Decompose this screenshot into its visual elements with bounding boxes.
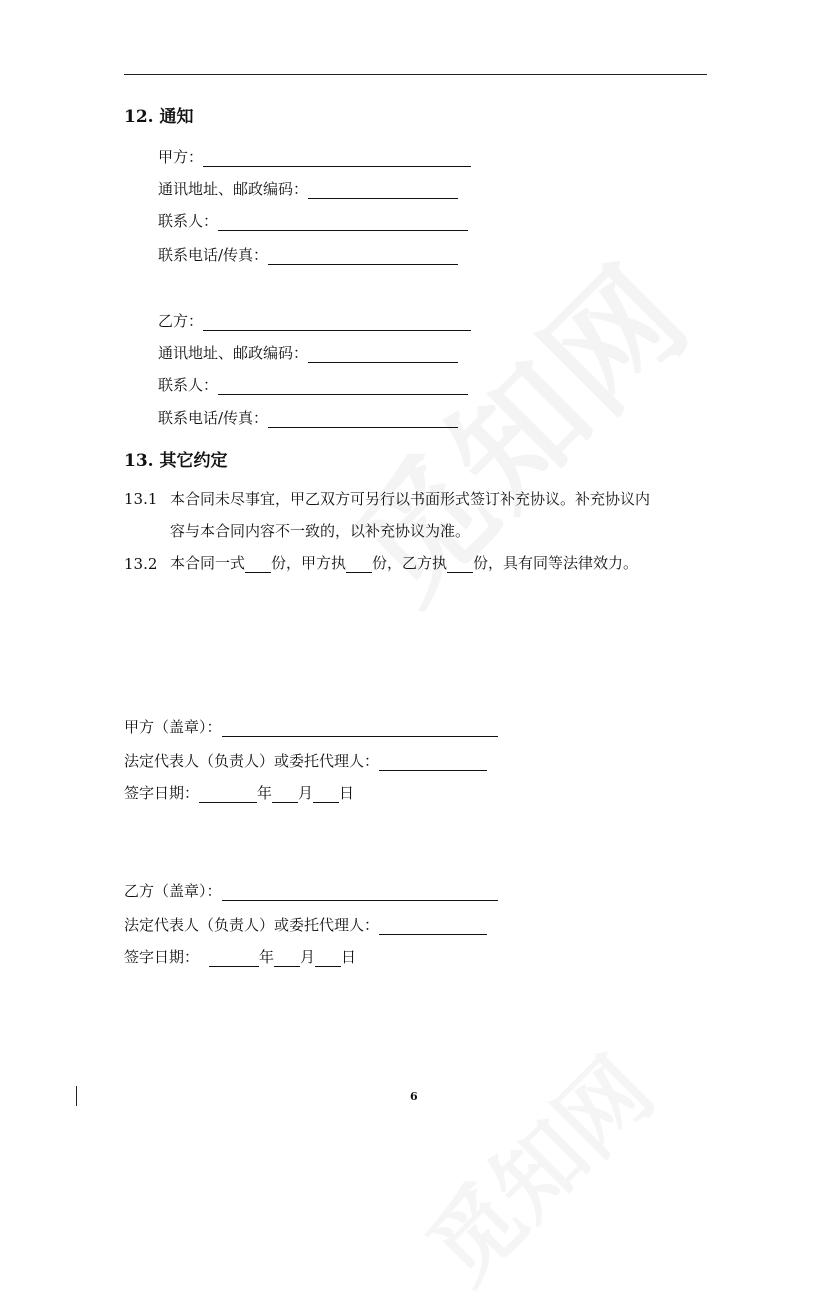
- party-b-phone-label: 联系电话/传真：: [158, 409, 269, 427]
- sign-b-rep-field[interactable]: [379, 916, 487, 935]
- party-a-field[interactable]: [203, 148, 471, 167]
- party-a-phone-label: 联系电话/传真：: [158, 246, 269, 264]
- party-b-phone-row: [158, 407, 458, 428]
- sign-b-rep-row: [124, 914, 487, 935]
- party-b-address-row: [158, 342, 458, 363]
- clause-13-2: [124, 552, 638, 573]
- sign-b-month-label: 月: [300, 948, 316, 966]
- page-number: 6: [410, 1090, 418, 1103]
- watermark: [306, 276, 674, 644]
- sign-b-rep-label: 法定代表人（负责人）或委托代理人：: [124, 916, 380, 934]
- sign-a-month-label: 月: [298, 784, 314, 802]
- party-a-phone-field[interactable]: [268, 246, 458, 265]
- party-a-address-label: 通讯地址、邮政编码：: [158, 180, 309, 198]
- header-rule: [124, 74, 707, 75]
- party-a-address-row: [158, 178, 458, 199]
- sign-b-seal-field[interactable]: [222, 882, 498, 901]
- sign-b-day-field[interactable]: [315, 948, 341, 967]
- clause-13-1-number: 13.1: [124, 490, 158, 508]
- sign-b-seal-label: 乙方（盖章）：: [124, 882, 222, 900]
- sign-a-day-label: 日: [339, 784, 355, 802]
- sign-a-year-label: 年: [257, 784, 273, 802]
- party-b-contact-row: [158, 374, 468, 395]
- party-a-contact-label: 联系人：: [158, 212, 219, 230]
- sign-a-date-row: [124, 782, 354, 803]
- sign-a-date-label: 签字日期：: [124, 784, 200, 802]
- clause-13-1: [124, 488, 650, 509]
- sign-a-seal-field[interactable]: [222, 718, 498, 737]
- sign-b-day-label: 日: [341, 948, 357, 966]
- party-a-row: [158, 146, 471, 167]
- sign-a-rep-row: [124, 750, 487, 771]
- sign-b-seal-row: [124, 880, 498, 901]
- clause-13-1-text: 本合同未尽事宜，甲乙双方可另行以书面形式签订补充协议。补充协议内: [170, 490, 651, 508]
- party-b-phone-field[interactable]: [268, 409, 458, 428]
- copies-total-field[interactable]: [245, 554, 271, 573]
- party-b-row: [158, 310, 471, 331]
- party-a-phone-row: [158, 244, 458, 265]
- sign-a-rep-field[interactable]: [379, 752, 487, 771]
- party-a-contact-field[interactable]: [218, 212, 468, 231]
- sign-b-month-field[interactable]: [274, 948, 300, 967]
- party-b-address-field[interactable]: [308, 344, 458, 363]
- sign-b-date-label: 签字日期：: [124, 948, 200, 966]
- clause-13-2-part1: 本合同一式: [170, 554, 246, 572]
- party-a-contact-row: [158, 210, 468, 231]
- party-a-label: 甲方：: [158, 148, 204, 166]
- clause-13-2-number: 13.2: [124, 555, 158, 573]
- clause-13-2-part2: 份，甲方执: [271, 554, 347, 572]
- change-bar: [76, 1086, 77, 1106]
- section-13-title: 13. 其它约定: [124, 451, 228, 471]
- section-12-title: 12. 通知: [124, 107, 194, 127]
- sign-a-day-field[interactable]: [313, 784, 339, 803]
- sign-a-seal-label: 甲方（盖章）：: [124, 718, 222, 736]
- copies-party-b-field[interactable]: [447, 554, 473, 573]
- clause-13-1-continued: 容与本合同内容不一致的，以补充协议为准。: [170, 522, 471, 540]
- sign-a-month-field[interactable]: [272, 784, 298, 803]
- party-a-address-field[interactable]: [308, 180, 458, 199]
- copies-party-a-field[interactable]: [346, 554, 372, 573]
- party-b-label: 乙方：: [158, 312, 204, 330]
- watermark-bottom: [394, 1024, 677, 1306]
- sign-b-date-row: [124, 946, 356, 967]
- party-b-address-label: 通讯地址、邮政编码：: [158, 344, 309, 362]
- party-b-contact-label: 联系人：: [158, 376, 219, 394]
- clause-13-2-part3: 份，乙方执: [372, 554, 448, 572]
- party-b-field[interactable]: [203, 312, 471, 331]
- sign-a-seal-row: [124, 716, 498, 737]
- clause-13-2-part4: 份，具有同等法律效力。: [473, 554, 639, 572]
- sign-b-year-label: 年: [259, 948, 275, 966]
- party-b-contact-field[interactable]: [218, 376, 468, 395]
- sign-b-year-field[interactable]: [209, 948, 259, 967]
- sign-a-year-field[interactable]: [199, 784, 257, 803]
- sign-a-rep-label: 法定代表人（负责人）或委托代理人：: [124, 752, 380, 770]
